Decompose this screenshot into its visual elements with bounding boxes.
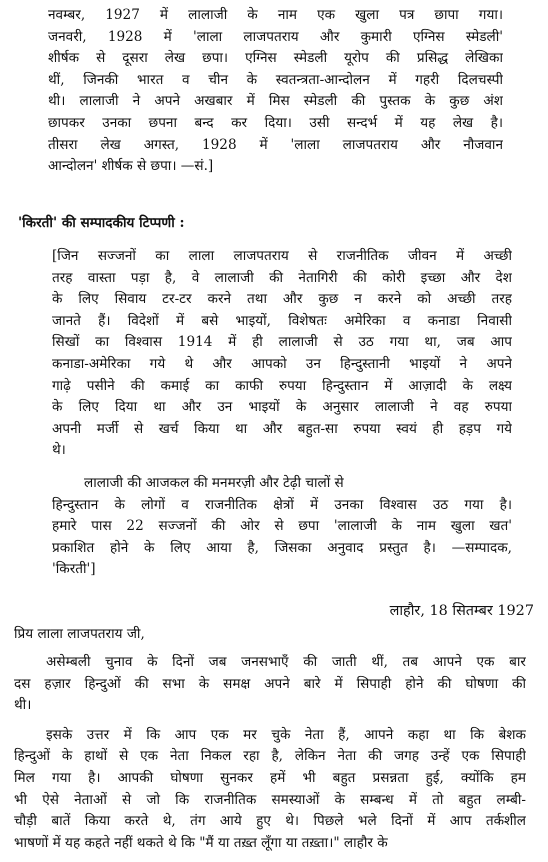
text-line: थी। लालाजी ने अपने अखबार में मिस स्मेडली की पुस्तक के कुछ अंश (48, 93, 503, 110)
text-line: कनाडा-अमेरिका गये थे और आपको उन हिन्दुस्तानी भाइयों ने अपने (52, 355, 512, 372)
text-line: छापकर उनका छपना बन्द कर दिया। उसी सन्दर्भ में यह लेख है। (48, 114, 503, 131)
text-line: हमारे पास 22 सज्जनों की ओर से छपा 'लालाजी के नाम खुला खत' (52, 518, 512, 535)
text-line: सिखों का विश्वास 1914 में ही लालाजी से उठ गया था, जब आप (52, 334, 512, 351)
text-line: जानते हैं। विदेशों में बसे भाइयों, विशेषतः अमेरिका व कनाडा निवासी (52, 312, 512, 329)
text-line: थे। (52, 442, 66, 459)
text-line: लालाजी की आजकल की मनमरज़ी और टेढ़ी चालों से (84, 474, 344, 491)
text-line: दस हज़ार हिन्दुओं की सभा के समक्ष अपने बारे में सिपाही होने की घोषणा की (14, 675, 526, 692)
text-line: तीसरा लेख अगस्त, 1928 में 'लाला लाजपतराय और नौजवान (48, 136, 503, 153)
text-line: 'किरती'] (52, 561, 96, 578)
editor-note (48, 5, 503, 178)
text-line: असेम्बली चुनाव के दिनों जब जनसभाएँ की जाती थीं, तब आपने एक बार (46, 654, 526, 670)
text-line: भी ऐसे नेताओं से जो कि राजनीतिक समस्याओं के सम्बन्ध में तो बहुत लम्बी- (14, 791, 526, 808)
text-line: हिन्दुस्तान के लोगों व राजनीतिक क्षेत्रों में उनका विश्वास उठ गया है। (52, 496, 512, 513)
text-line: के लिए दिया था और उन भाइयों के अनुसार लालाजी ने वह रुपया (52, 399, 512, 416)
text-line: अपनी मर्जी से खर्च किया था और बहुत-सा रुपया स्वयं ही हड़प गये (52, 420, 512, 437)
letter-date: लाहौर, 18 सितम्बर 1927 (389, 603, 534, 619)
section-heading: 'किरती' की सम्पादकीय टिप्पणी : (18, 215, 185, 231)
text-line: शीर्षक से दूसरा लेख छपा। एग्निस स्मेडली यूरोप की प्रसिद्ध लेखिका (48, 50, 503, 67)
paragraph (52, 473, 512, 581)
paragraph (14, 725, 526, 855)
text-line: [जिन सज्जनों का लाला लाजपतराय से राजनीतिक जीवन में अच्छी (52, 248, 512, 264)
text-line: नवम्बर, 1927 में लालाजी के नाम एक खुला पत्र छापा गया। (48, 7, 503, 23)
paragraph (52, 246, 512, 462)
kirti-editorial-note (52, 246, 512, 581)
text-line: के लिए सिवाय टर-टर करने तथा और कुछ न करने को अच्छी तरह (52, 291, 512, 308)
text-line: हिन्दुओं के हाथों से एक नेता निकल रहा है, लेकिन नेता की जगह उन्हें एक सिपाही (14, 748, 526, 765)
text-line: प्रकाशित होने के लिए आया है, जिसका अनुवाद प्रस्तुत है। —सम्पादक, (52, 539, 512, 556)
text-line: थीं, जिनकी भारत व चीन के स्वतन्त्रता-आन्दोलन में गहरी दिलचस्पी (48, 71, 503, 88)
text-line: थी। (14, 697, 32, 714)
paragraph (14, 652, 526, 717)
text-line: आन्दोलन' शीर्षक से छपा। —सं.] (48, 158, 214, 175)
letter-body (14, 652, 526, 854)
text-line: गाढ़े पसीने की कमाई का काफी रुपया हिन्दुस्तान में आज़ादी के लक्ष्य (52, 377, 512, 394)
text-line: मिल गया है। आपकी घोषणा सुनकर हमें भी बहुत प्रसन्नता हुई, क्योंकि हम (14, 769, 526, 786)
text-line: भाषणों में यह कहते नहीं थकते थे कि "मैं या तख़्त लूँगा या तख़्ता।" लाहौर के (14, 834, 388, 851)
text-line: इसके उत्तर में कि आप एक मर चुके नेता हैं, आपने कहा था कि बेशक (46, 726, 526, 743)
text-line: तरह वास्ता पड़ा है, वे लालाजी की नेतागिरी की कोरी इच्छा और देश (52, 269, 512, 286)
letter-salutation: प्रिय लाला लाजपतराय जी, (14, 626, 145, 642)
text-line: चौड़ी बातें किया करते थे, तंग आये हुए थे। पिछले भले दिनों में आप तर्कशील (14, 813, 526, 830)
text-line: जनवरी, 1928 में 'लाला लाजपतराय और कुमारी एग्निस स्मेडली' (48, 28, 503, 45)
